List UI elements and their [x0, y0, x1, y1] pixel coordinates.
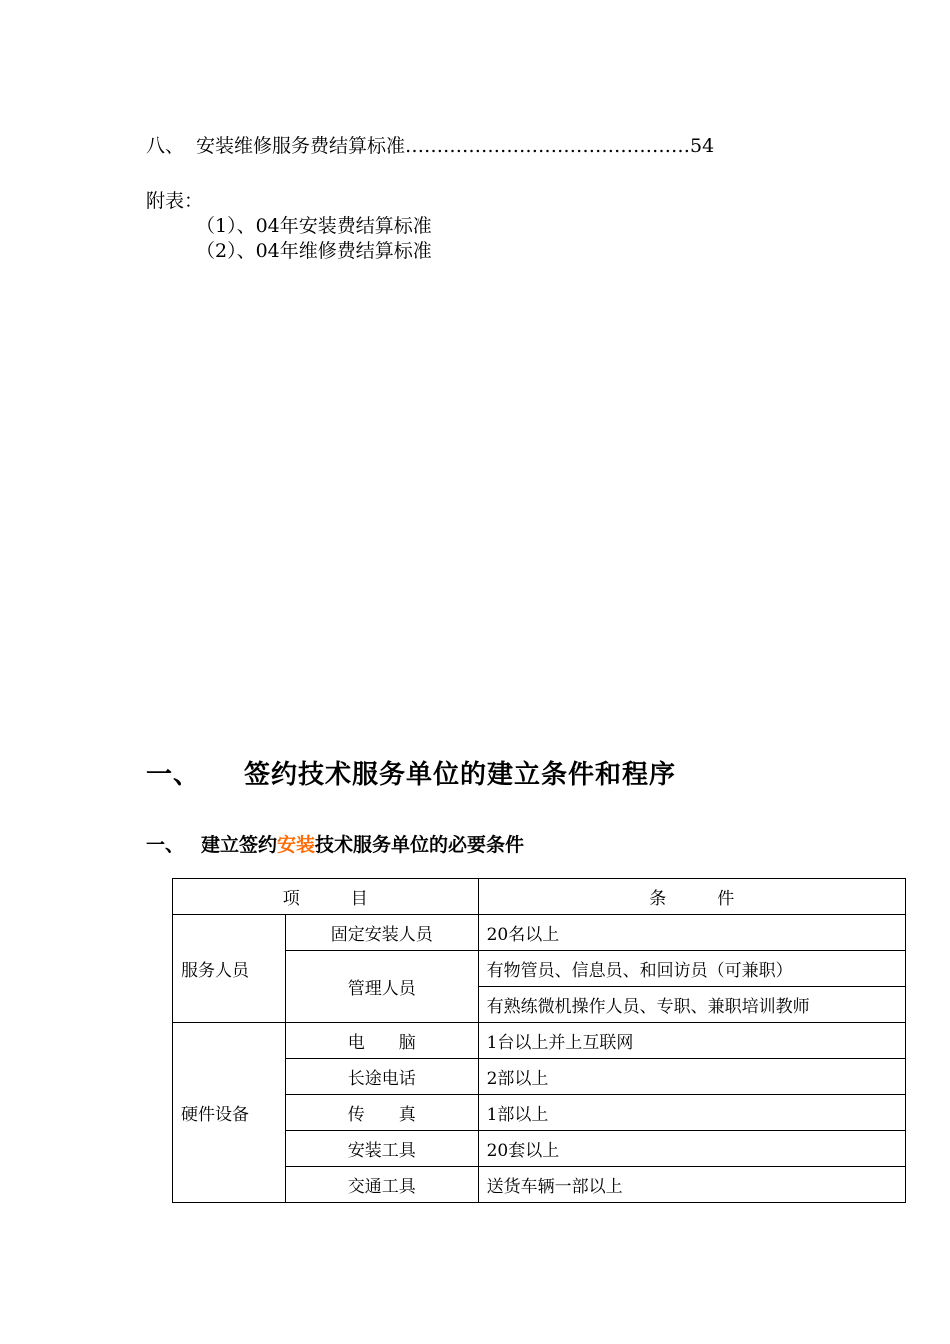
item-cell: 电 脑 — [285, 1023, 478, 1059]
condition-cell: 1台以上并上互联网 — [478, 1023, 905, 1059]
toc-page-number: 54 — [690, 135, 715, 157]
subsection-title-start: 建立签约 — [201, 834, 278, 856]
condition-cell: 有物管员、信息员、和回访员（可兼职） — [478, 951, 905, 987]
condition-cell: 1部以上 — [478, 1095, 905, 1131]
header-item: 项 目 — [173, 879, 479, 915]
toc-number: 八、 — [146, 135, 185, 157]
category-cell: 硬件设备 — [173, 1023, 286, 1203]
subsection-heading — [146, 830, 524, 857]
subsection-number: 一、 — [146, 834, 185, 856]
condition-cell: 20名以上 — [478, 915, 905, 951]
subsection-title-end: 技术服务单位的必要条件 — [315, 834, 525, 856]
condition-cell: 有熟练微机操作人员、专职、兼职培训教师 — [478, 987, 905, 1023]
toc-leader: ……………………………………… — [405, 135, 691, 157]
toc-entry — [146, 131, 714, 158]
header-condition: 条 件 — [478, 879, 905, 915]
table-row — [173, 915, 906, 951]
requirements-table — [172, 878, 906, 1203]
item-cell: 传 真 — [285, 1095, 478, 1131]
condition-cell: 送货车辆一部以上 — [478, 1167, 905, 1203]
section-title: 签约技术服务单位的建立条件和程序 — [244, 760, 677, 790]
condition-cell: 2部以上 — [478, 1059, 905, 1095]
appendix-item: （2）、04年维修费结算标准 — [196, 240, 432, 262]
table-header-row — [173, 879, 906, 915]
subsection-title-highlight: 安装 — [277, 834, 316, 856]
item-cell: 管理人员 — [285, 951, 478, 1023]
table-row — [173, 1023, 906, 1059]
toc-title: 安装维修服务费结算标准 — [196, 135, 406, 157]
item-cell: 安装工具 — [285, 1131, 478, 1167]
item-cell: 长途电话 — [285, 1059, 478, 1095]
appendix-title: 附表： — [146, 190, 204, 212]
condition-cell: 20套以上 — [478, 1131, 905, 1167]
section-number: 一、 — [146, 760, 201, 790]
category-cell: 服务人员 — [173, 915, 286, 1023]
item-cell: 交通工具 — [285, 1167, 478, 1203]
appendix-item: （1）、04年安装费结算标准 — [196, 215, 432, 237]
item-cell: 固定安装人员 — [285, 915, 478, 951]
section-heading — [146, 754, 676, 791]
